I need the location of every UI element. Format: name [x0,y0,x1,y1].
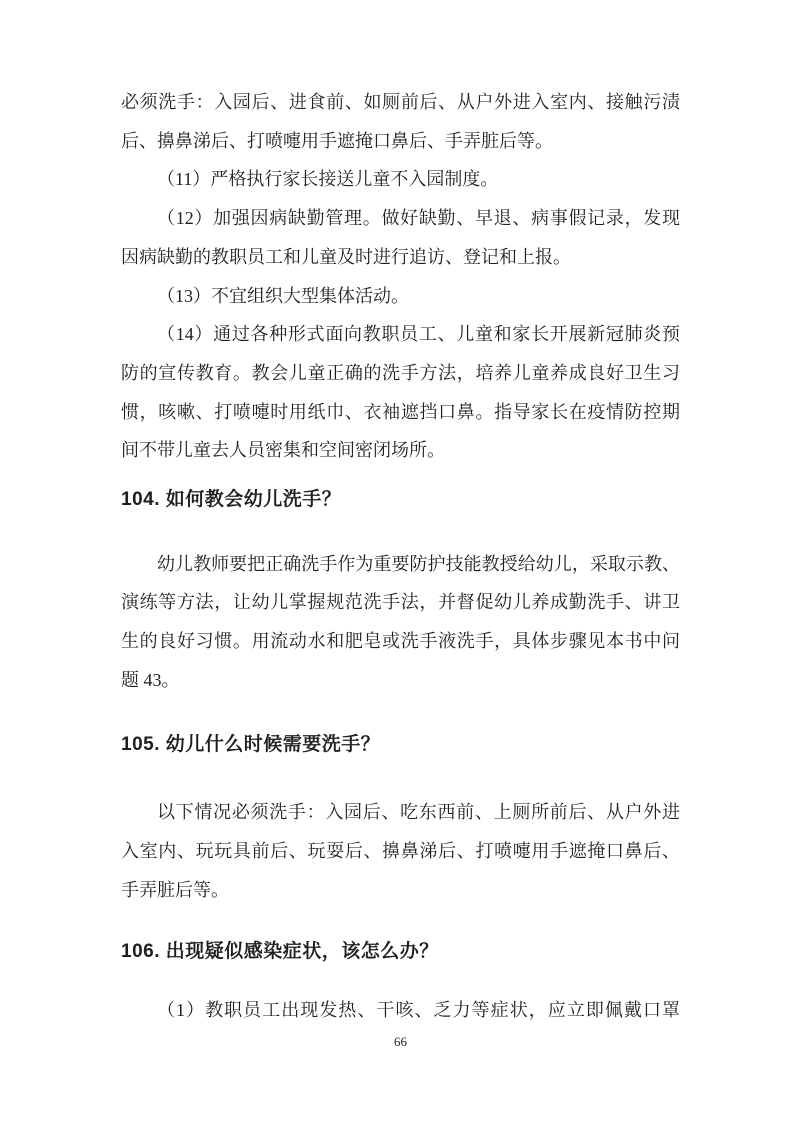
text-line: 幼儿教师要把正确洗手作为重要防护技能教授给幼儿，采取示教、 [157,553,680,574]
text-line: 生的良好习惯。用流动水和肥皂或洗手液洗手，具体步骤见本书中问 [121,631,680,652]
page-number: 66 [394,1033,407,1049]
text-line: 惯，咳嗽、打喷嚏时用纸巾、衣袖遮挡口鼻。指导家长在疫情防控期 [121,401,680,422]
text-line: 因病缺勤的教职员工和儿童及时进行追访、登记和上报。 [121,246,571,267]
question-heading-105: 105. 幼儿什么时候需要洗手？ [121,733,381,755]
text-line: 演练等方法，让幼儿掌握规范洗手法，并督促幼儿养成勤洗手、讲卫 [121,592,680,613]
page-content [121,83,680,1051]
text-line: （11）严格执行家长接送儿童不入园制度。 [157,169,499,190]
text-line: （14）通过各种形式面向教职员工、儿童和家长开展新冠肺炎预 [157,324,680,345]
text-line: 手弄脏后等。 [121,879,229,900]
text-line: （1）教职员工出现发热、干咳、乏力等症状，应立即佩戴口罩 [157,1000,680,1021]
text-line: 以下情况必须洗手：入园后、吃东西前、上厕所前后、从户外进 [157,802,680,823]
text-line: （13）不宜组织大型集体活动。 [157,285,409,306]
text-line: 必须洗手：入园后、进食前、如厕前后、从户外进入室内、接触污渍 [121,92,680,112]
text-line: 防的宣传教育。教会儿童正确的洗手方法，培养儿童养成良好卫生习 [121,362,680,383]
text-line: 入室内、玩玩具前后、玩耍后、擤鼻涕后、打喷嚏用手遮掩口鼻后、 [121,840,680,861]
text-line: 间不带儿童去人员密集和空间密闭场所。 [121,440,445,461]
text-line: （12）加强因病缺勤管理。做好缺勤、早退、病事假记录，发现 [157,208,680,229]
text-line: 后、擤鼻涕后、打喷嚏用手遮掩口鼻后、手弄脏后等。 [121,130,553,151]
question-heading-106: 106. 出现疑似感染症状，该怎么办？ [121,941,439,963]
question-heading-104: 104. 如何教会幼儿洗手？ [121,489,342,511]
text-line: 题 43。 [121,669,180,690]
